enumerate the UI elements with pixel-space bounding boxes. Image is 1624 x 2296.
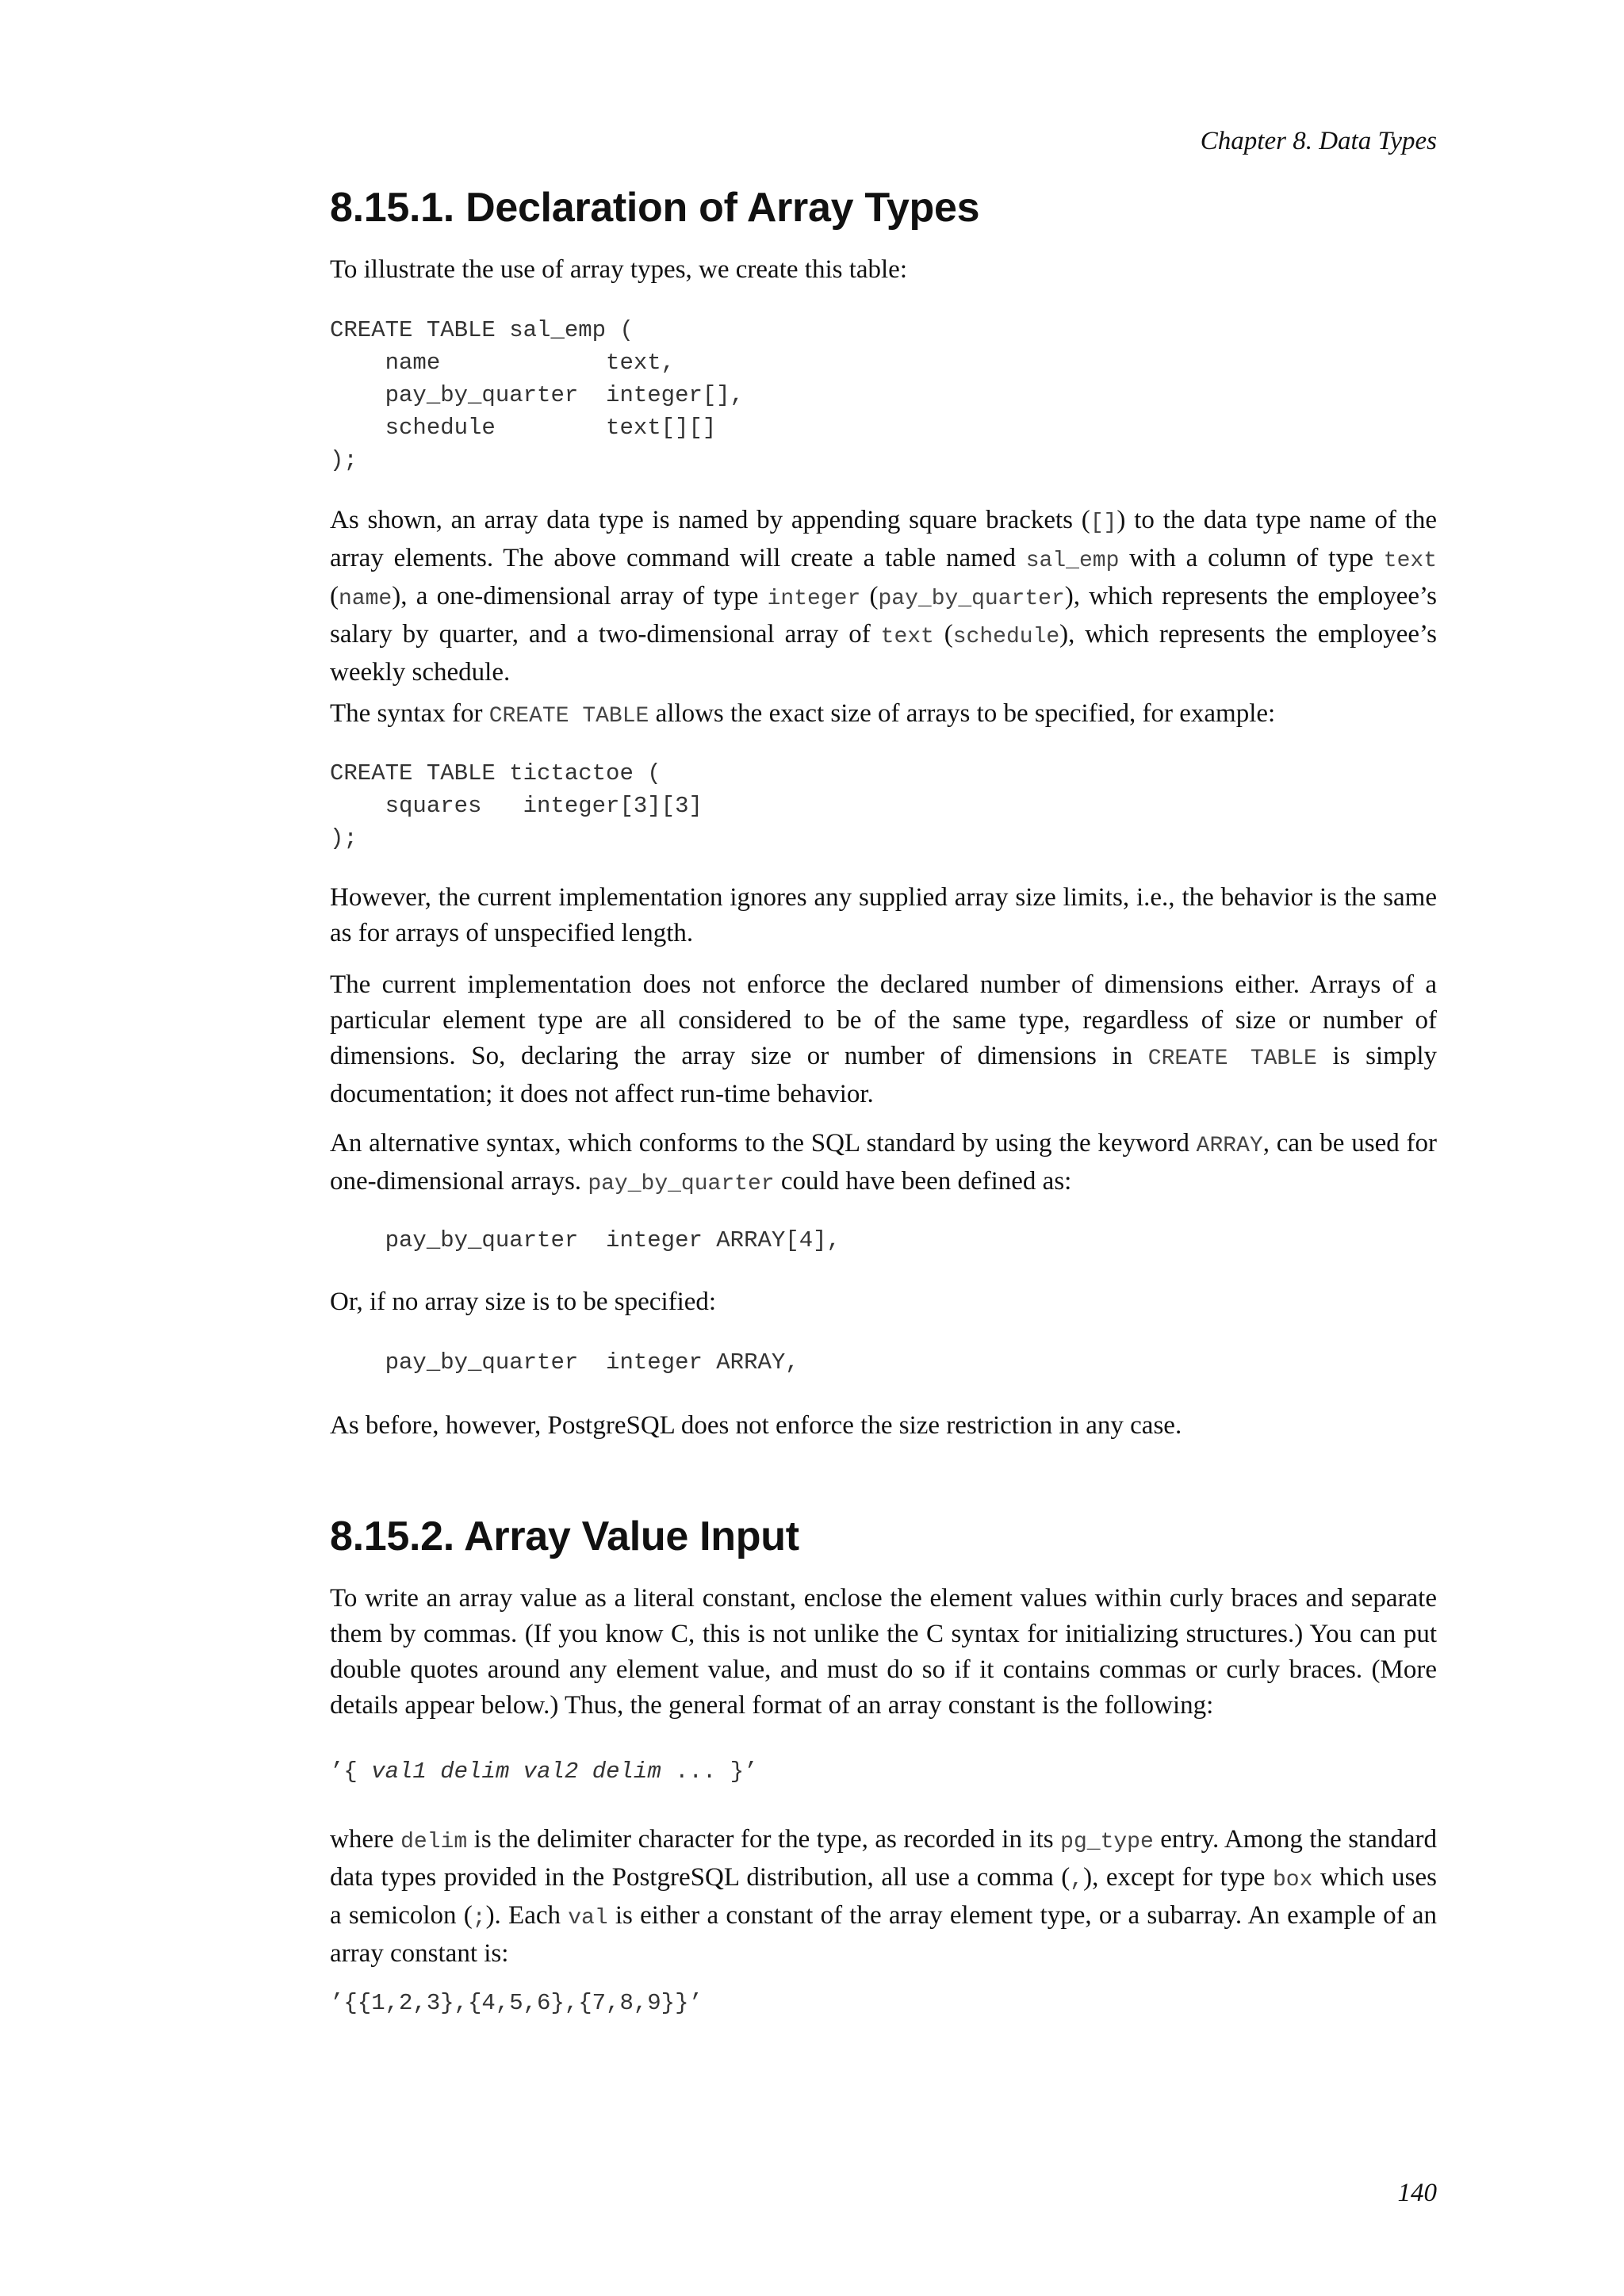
paragraph-size-limits: However, the current implementation ignores any supplied array size limits, i.e., the behavior is the same as for arrays of unspecified length. (330, 883, 1437, 947)
code-block-array-4: pay_by_quarter integer ARRAY[4], (330, 1227, 841, 1253)
code-block-array-constant-example: ’{{1,2,3},{4,5,6},{7,8,9}}’ (330, 1990, 703, 2016)
section-heading-declaration: 8.15.1. Declaration of Array Types (330, 185, 980, 231)
paragraph-delimiter: where delim is the delimiter character for the type, as recorded in its pg_type entry. Among the standard data types provided in the PostgreSQL distribution, all use a comma (,), except for type box which uses a semicolon (;). Each val is either a constant of the array element type, or a subarray. An example of an array constant is: (330, 1825, 1438, 1968)
intro-paragraph: To illustrate the use of array types, we create this table: (330, 255, 907, 284)
code-block-sal-emp: CREATE TABLE sal_emp ( name text, pay_by_quarter integer[], schedule text[][] ); (330, 317, 745, 473)
paragraph-no-size: Or, if no array size is to be specified: (330, 1288, 717, 1316)
page-number: 140 (1397, 2179, 1437, 2207)
code-block-tictactoe: CREATE TABLE tictactoe ( squares integer[3][3] ); (330, 760, 703, 851)
paragraph-alternative-syntax: An alternative syntax, which conforms to the SQL standard by using the keyword ARRAY, can be used for one-dimensional arrays. pay_by_quarter could have been defined as: (330, 1129, 1437, 1196)
section-heading-array-value-input: 8.15.2. Array Value Input (330, 1513, 799, 1559)
paragraph-as-before: As before, however, PostgreSQL does not enforce the size restriction in any case. (330, 1411, 1182, 1440)
paragraph-literal-constant: To write an array value as a literal constant, enclose the element values within curly braces and separate them by commas. (If you know C, this is not unlike the C syntax for initializing structures.) You can put double quotes around any element value, and must do so if it contains commas or curly braces. (More details appear below.) Thus, the general format of an array constant is the following: (330, 1584, 1437, 1720)
paragraph-create-table-syntax: The syntax for CREATE TABLE allows the exact size of arrays to be specified, for example: (330, 699, 1276, 729)
code-block-general-format: ’{ val1 delim val2 delim ... }’ (330, 1758, 758, 1785)
code-block-array: pay_by_quarter integer ARRAY, (330, 1349, 799, 1376)
paragraph-dimensions: The current implementation does not enforce the declared number of dimensions either. Arrays of a particular element type are all considered to be of the same type, regardless of size or number of dimensions. So, declaring the array size or number of dimensions in CREATE TABLE is simply documentation; it does not affect run-time behavior. (330, 970, 1438, 1108)
paragraph-array-naming: As shown, an array data type is named by appending square brackets ([]) to the data type name of the array elements. The above command will create a table named sal_emp with a column of type text (name), a one-dimensional array of type integer (pay_by_quarter), which represents the employee’s salary by quarter, and a two-dimensional array of text (schedule), which represents the employee’s weekly schedule. (330, 506, 1438, 687)
running-header: Chapter 8. Data Types (1200, 127, 1437, 155)
